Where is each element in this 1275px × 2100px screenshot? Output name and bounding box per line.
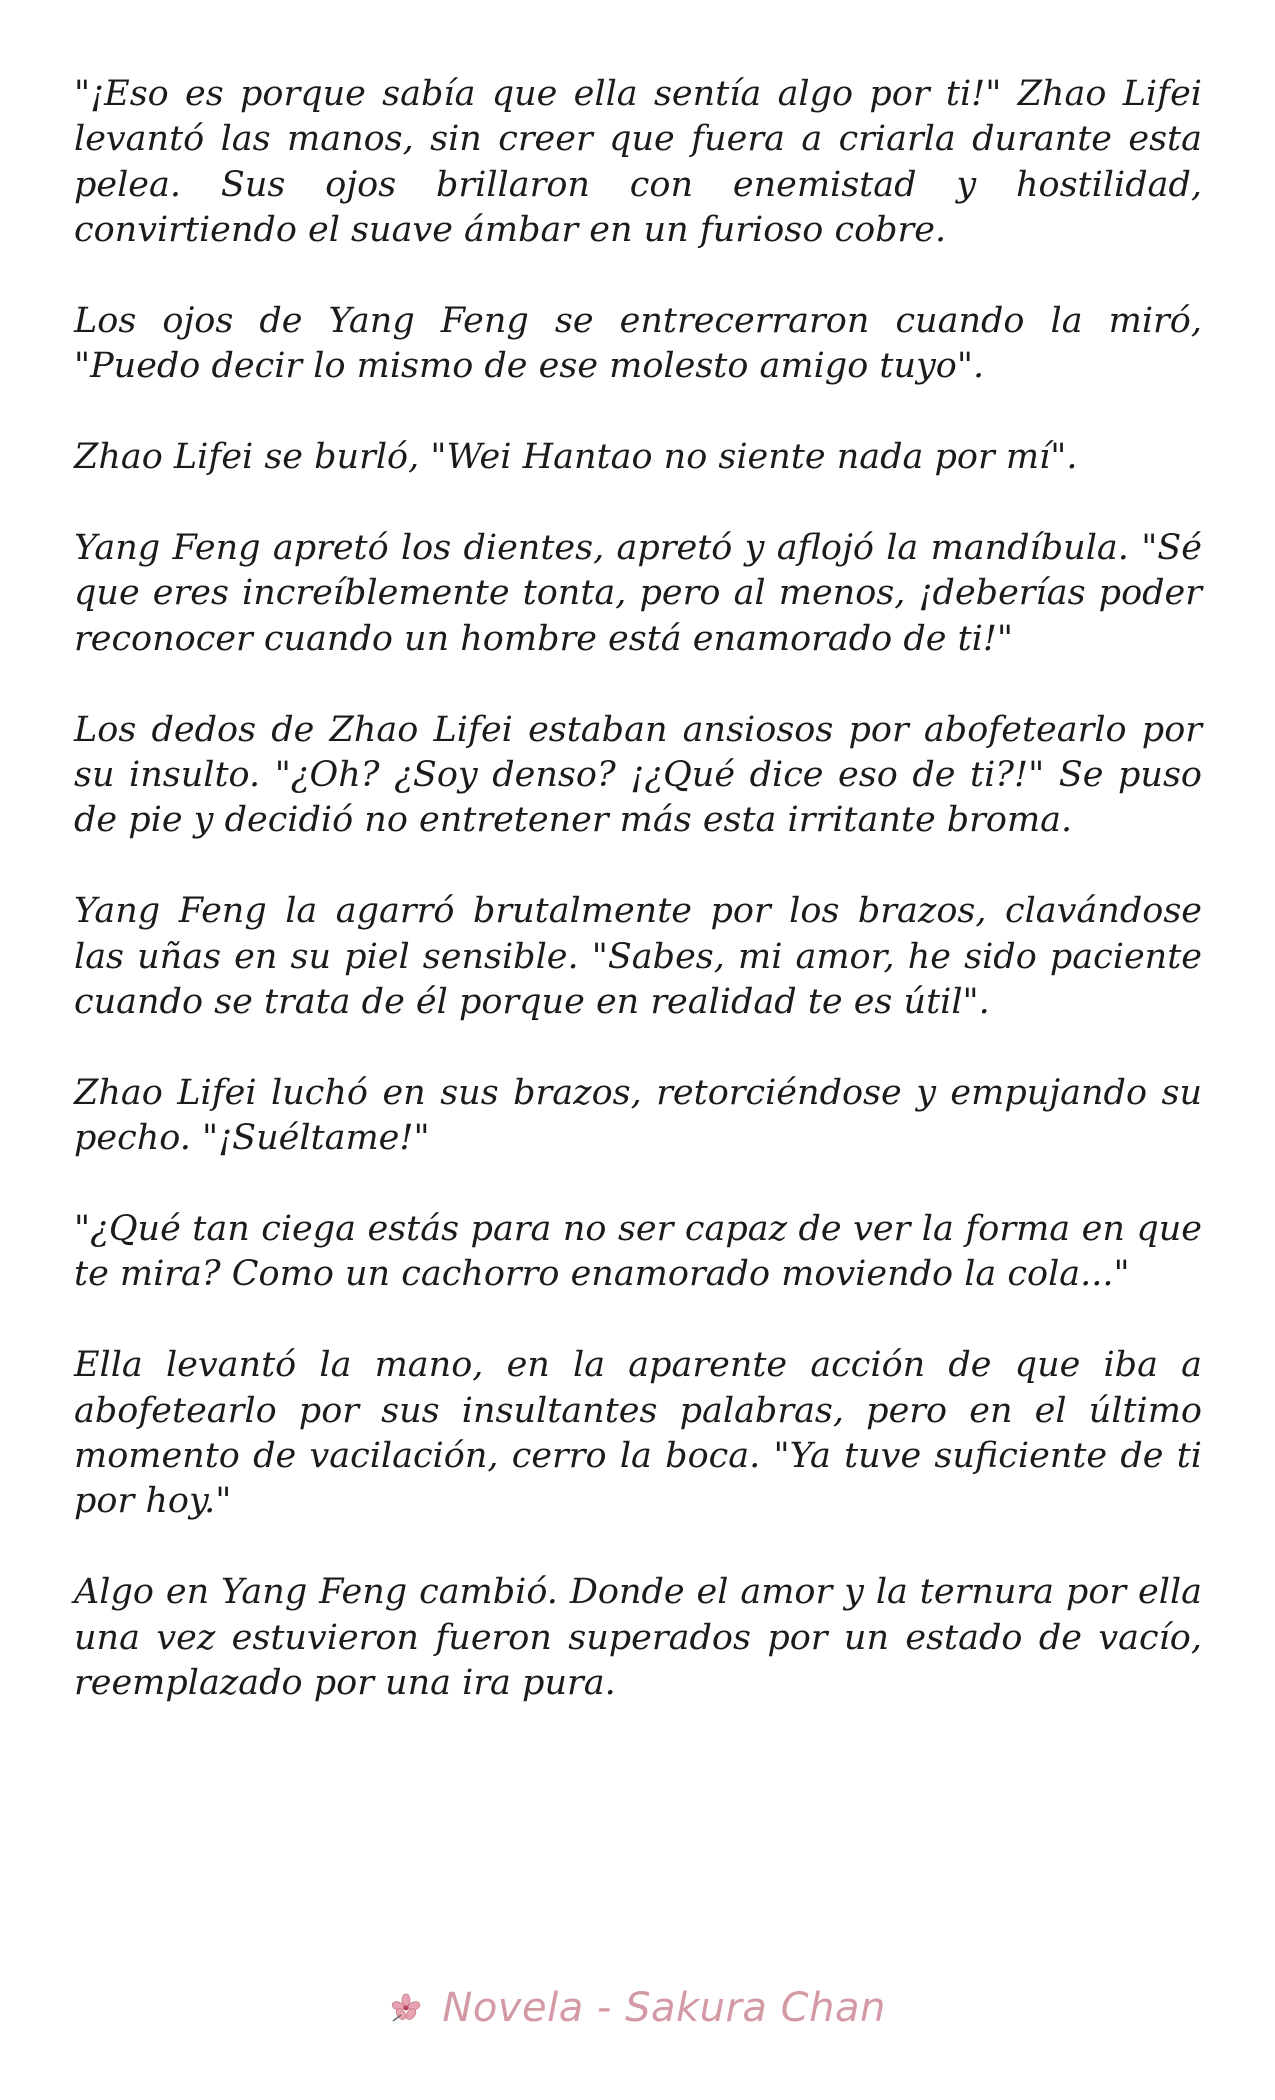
paragraph-8: "¿Qué tan ciega estás para no ser capaz de ver la forma en que te mira? Como un cachorro enamorado moviendo la cola..." <box>74 1209 1202 1295</box>
sakura-flower-icon <box>389 1987 423 2033</box>
paragraph-4: Yang Feng apretó los dientes, apretó y aflojó la mandíbula. "Sé que eres increíblemente tonta, pero al menos, ¡deberías poder reconocer cuando un hombre está enamorado de ti!" <box>74 528 1202 659</box>
document-body <box>74 72 1202 1706</box>
paragraph-6: Yang Feng la agarró brutalmente por los brazos, clavándose las uñas en su piel sensible. "Sabes, mi amor, he sido paciente cuando se trata de él porque en realidad te es útil". <box>74 891 1202 1023</box>
watermark-text: Novela - Sakura Chan <box>442 1985 886 2031</box>
paragraph-2: Los ojos de Yang Feng se entrecerraron cuando la miró, "Puedo decir lo mismo de ese molesto amigo tuyo". <box>74 301 1202 387</box>
paragraph-3: Zhao Lifei se burló, "Wei Hantao no siente nada por mí". <box>74 437 1078 478</box>
watermark <box>0 1985 1275 2033</box>
paragraph-5: Los dedos de Zhao Lifei estaban ansiosos por abofetearlo por su insulto. "¿Oh? ¿Soy denso? ¡¿Qué dice eso de ti?!" Se puso de pie y decidió no entretener más esta irritante broma. <box>74 709 1202 841</box>
paragraph-1: "¡Eso es porque sabía que ella sentía algo por ti!" Zhao Lifei levantó las manos, sin creer que fuera a criarla durante esta pelea. Sus ojos brillaron con enemistad y hostilidad, convirtiendo el suave ámbar en un furioso cobre. <box>74 74 1202 251</box>
paragraph-7: Zhao Lifei luchó en sus brazos, retorciéndose y empujando su pecho. "¡Suéltame!" <box>74 1072 1202 1159</box>
paragraph-10: Algo en Yang Feng cambió. Donde el amor y la ternura por ella una vez estuvieron fueron superados por un estado de vacío, reemplazado por una ira pura. <box>74 1572 1202 1704</box>
paragraph-9: Ella levantó la mano, en la aparente acción de que iba a abofetearlo por sus insultantes palabras, pero en el último momento de vacilación, cerro la boca. "Ya tuve suficiente de ti por hoy." <box>74 1345 1202 1522</box>
